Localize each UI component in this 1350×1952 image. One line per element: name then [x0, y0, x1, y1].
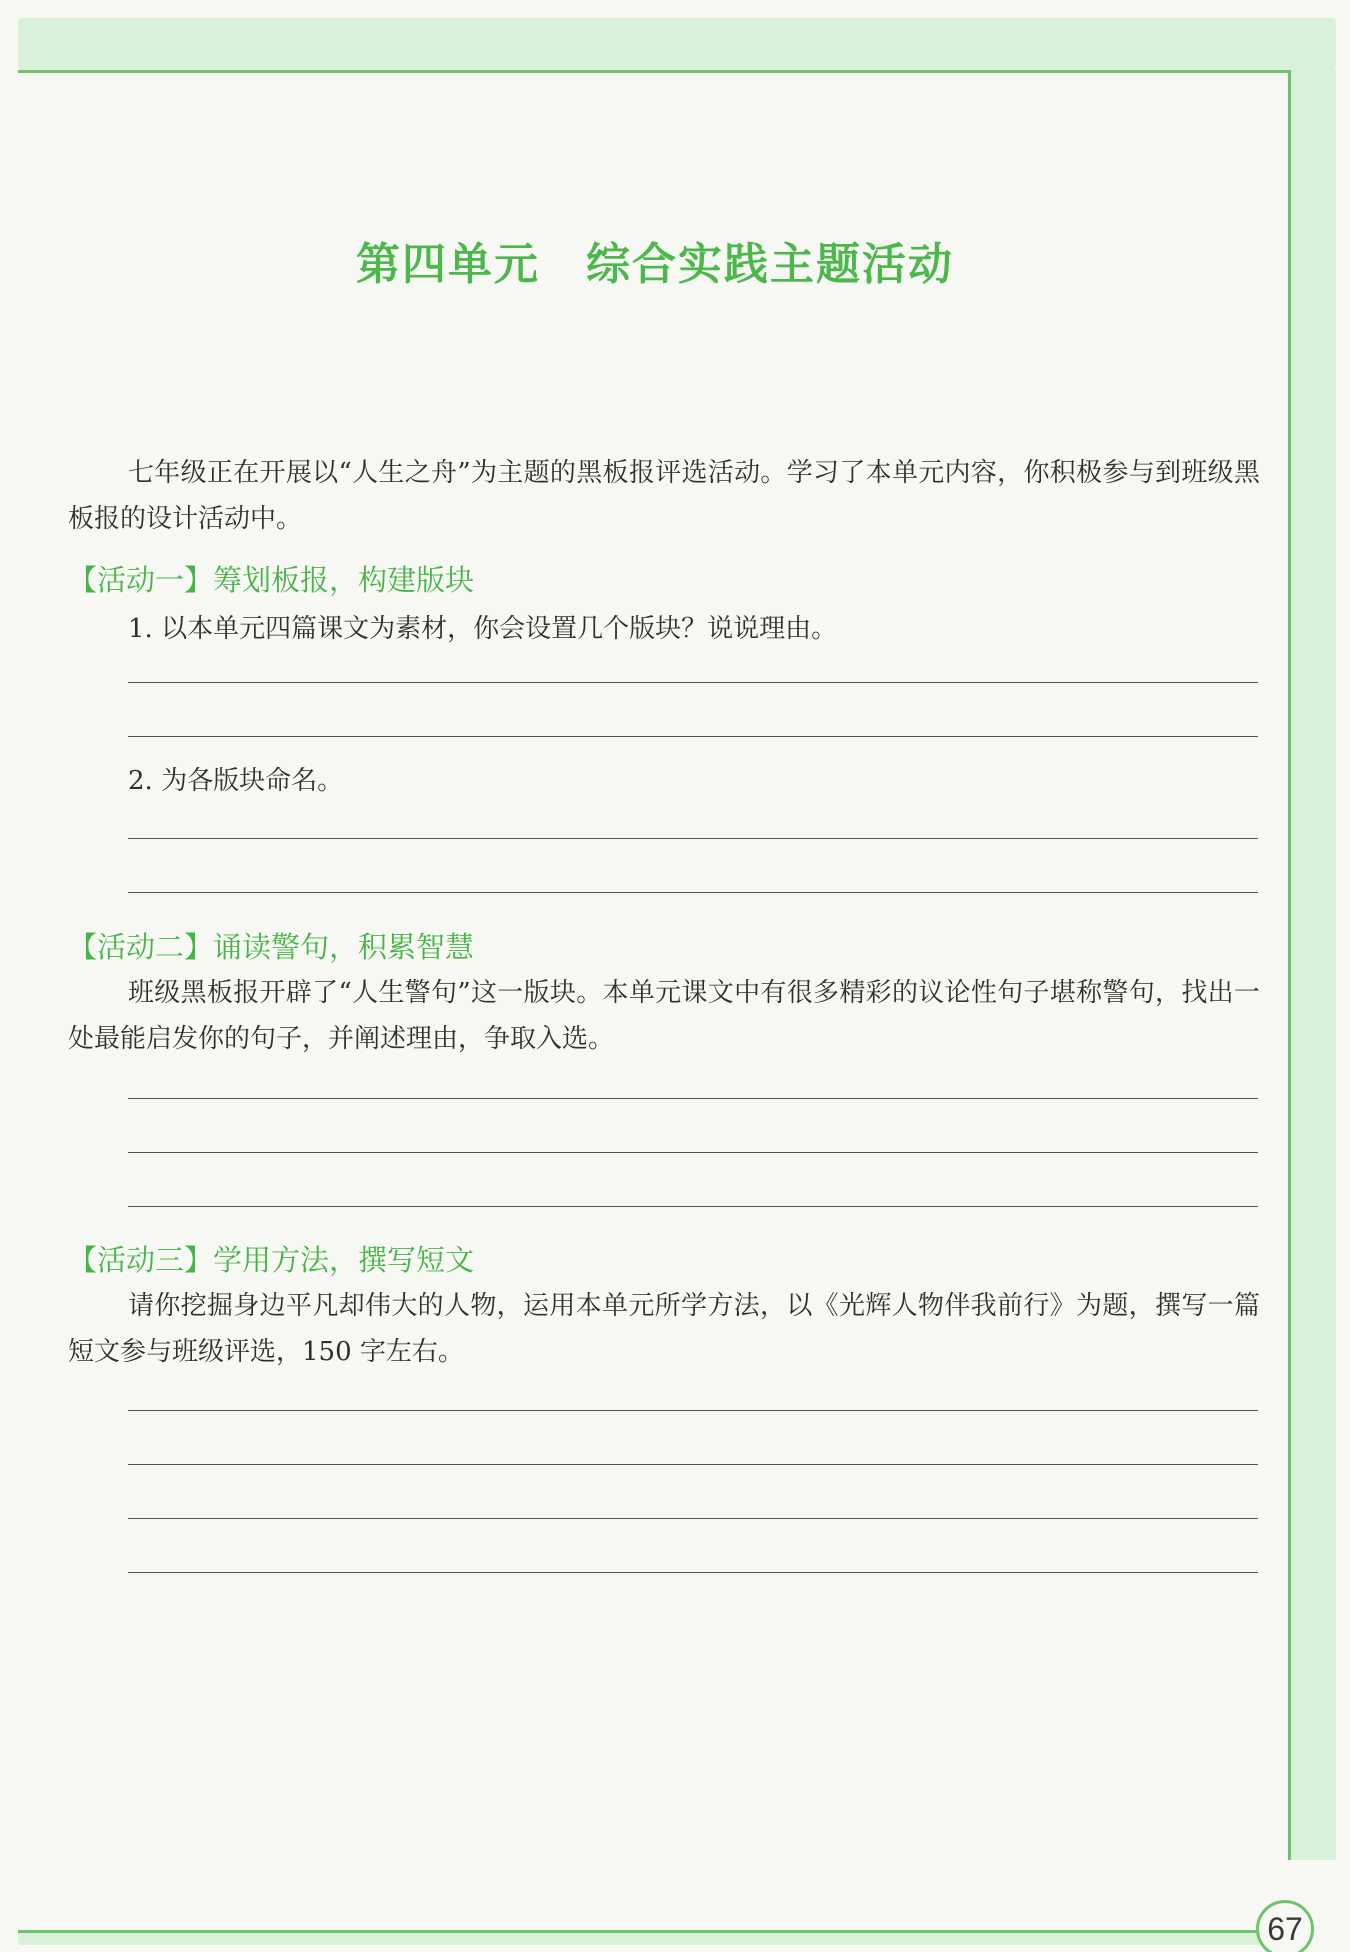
- frame-right-border: [1288, 70, 1291, 1860]
- answer-line[interactable]: [128, 1206, 1258, 1207]
- answer-line[interactable]: [128, 736, 1258, 737]
- answer-line[interactable]: [128, 1410, 1258, 1411]
- frame-top-border: [18, 70, 1290, 73]
- frame-bottom-border: [18, 1930, 1258, 1933]
- answer-line[interactable]: [128, 1464, 1258, 1465]
- answer-line[interactable]: [128, 892, 1258, 893]
- answer-line[interactable]: [128, 1098, 1258, 1099]
- activity-2-heading: 【活动二】诵读警句，积累智慧: [68, 930, 475, 964]
- activity-1-heading: 【活动一】筹划板报，构建版块: [68, 563, 475, 597]
- activity-3-heading: 【活动三】学用方法，撰写短文: [68, 1243, 475, 1277]
- answer-line[interactable]: [128, 1572, 1258, 1573]
- activity-3-paragraph: 请你挖掘身边平凡却伟大的人物，运用本单元所学方法，以《光辉人物伴我前行》为题，撰写一篇短文参与班级评选，150 字左右。: [68, 1291, 1260, 1367]
- bottom-decorative-band: [18, 1933, 1268, 1945]
- page-number: 67: [1256, 1900, 1314, 1952]
- activity-2-paragraph: 班级黑板报开辟了“人生警句”这一版块。本单元课文中有很多精彩的议论性句子堪称警句，找出一处最能启发你的句子，并阐述理由，争取入选。: [68, 978, 1260, 1054]
- right-decorative-band: [1291, 70, 1336, 1860]
- answer-line[interactable]: [128, 1518, 1258, 1519]
- activity-1-question-2: 2. 为各版块命名。: [128, 766, 344, 796]
- top-decorative-band: [18, 18, 1336, 70]
- intro-paragraph: 七年级正在开展以“人生之舟”为主题的黑板报评选活动。学习了本单元内容，你积极参与到班级黑板报的设计活动中。: [68, 458, 1260, 534]
- answer-line[interactable]: [128, 682, 1258, 683]
- page-title: 第四单元 综合实践主题活动: [356, 239, 954, 290]
- answer-line[interactable]: [128, 1152, 1258, 1153]
- activity-1-question-1: 1. 以本单元四篇课文为素材，你会设置几个版块？说说理由。: [128, 614, 838, 644]
- answer-line[interactable]: [128, 838, 1258, 839]
